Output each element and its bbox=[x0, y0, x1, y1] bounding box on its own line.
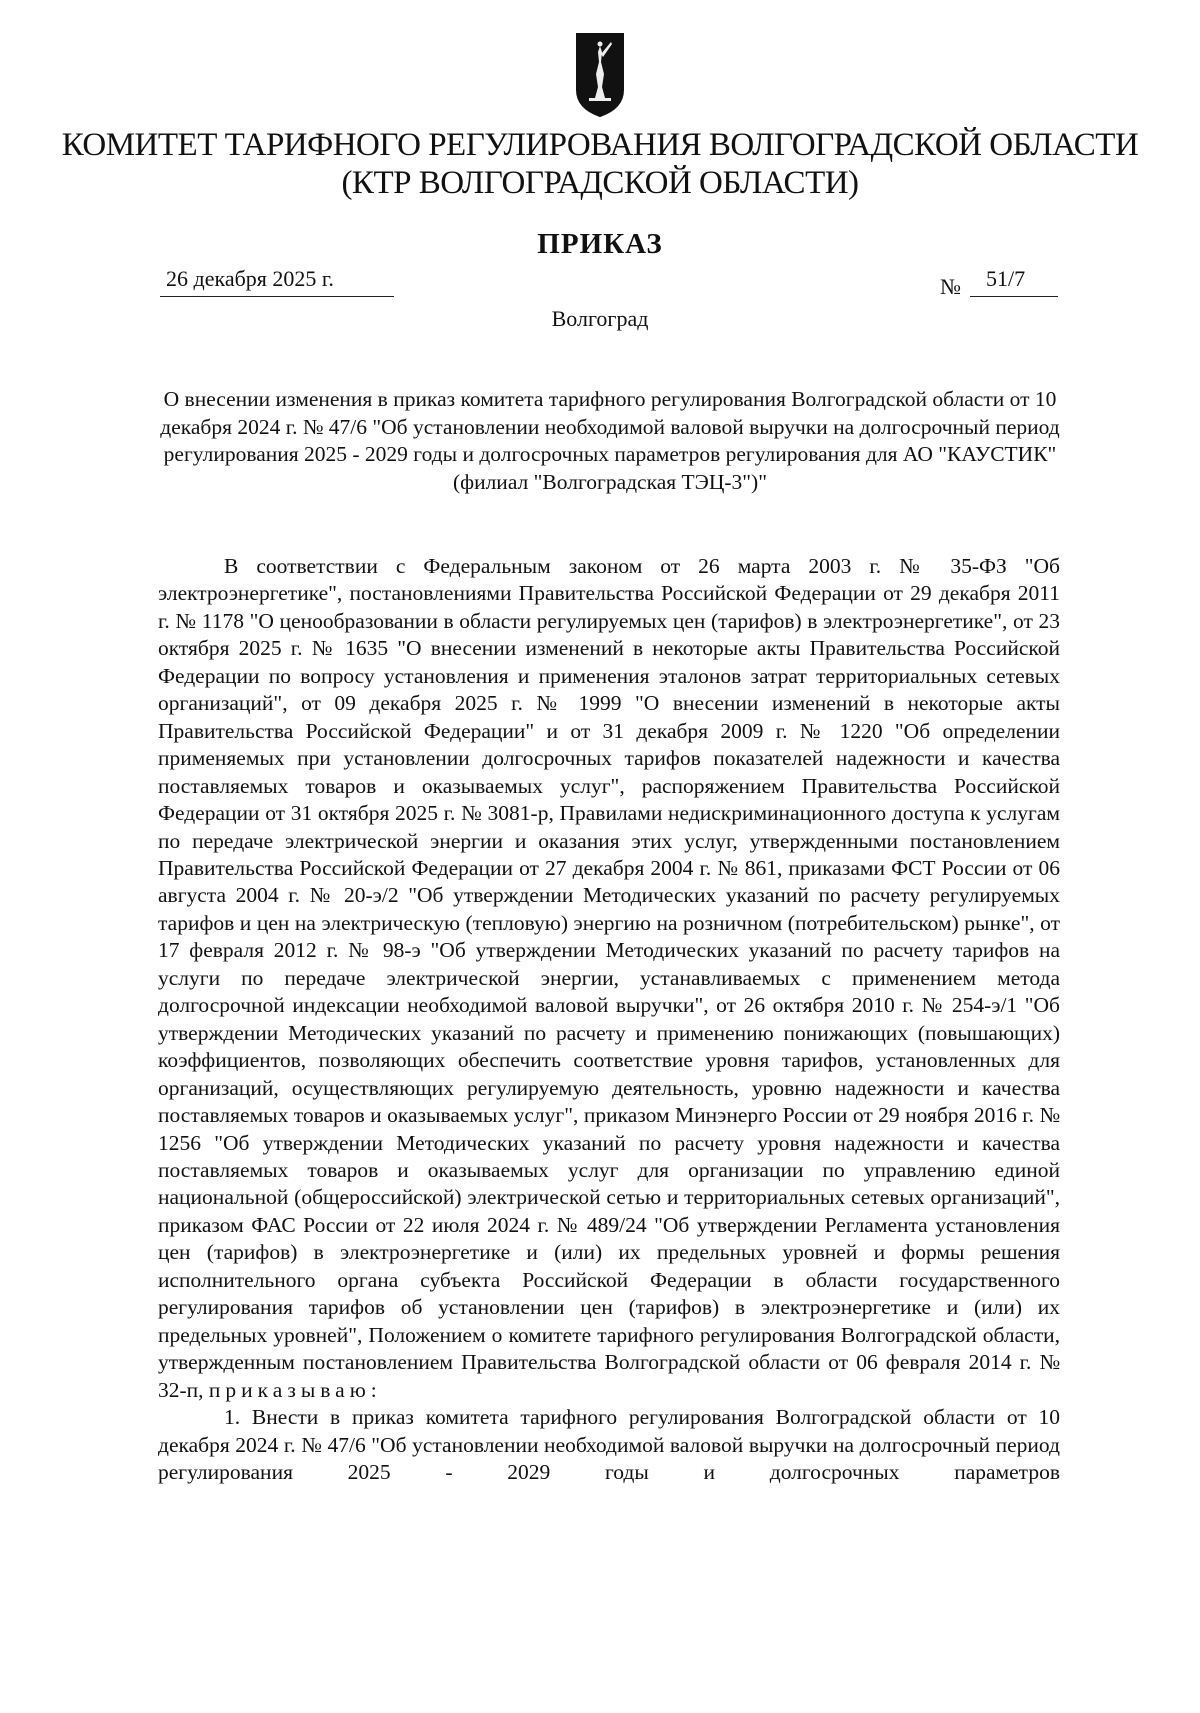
order-number-label: № bbox=[940, 274, 961, 299]
preamble-text: В соответствии с Федеральным законом от 26 марта 2003 г. № 35-ФЗ "Об электроэнергетике", постановлениями Правительства Российской Федерации от 29 декабря 2011 г. № 1178 "О ценообразовании в области регулируемых цен (тарифов) в электроэнергетике", от 23 октября 2025 г. № 1635 "О внесении изменений в некоторые акты Правительства Российской Федерации по вопросу установления и применения эталонов затрат территориальных сетевых организаций", от 09 декабря 2025 г. № 1999 "О внесении изменений в некоторые акты Правительства Российской Федерации" и от 31 декабря 2009 г. № 1220 "Об определении применяемых при установлении долгосрочных тарифов показателей надежности и качества поставляемых товаров и оказываемых услуг", распоряжением Правительства Российской Федерации от 31 октября 2025 г. № 3081-р, Правилами недискриминационного доступа к услугам по передаче электрической энергии и оказания этих услуг, утвержденными постановлением Правительства Российской Федерации от 27 декабря 2004 г. № 861, приказами ФСТ России от 06 августа 2004 г. № 20-э/2 "Об утверждении Методических указаний по расчету регулируемых тарифов и цен на электрическую (тепловую) энергию на розничном (потребительском) рынке", от 17 февраля 2012 г. № 98-э "Об утверждении Методических указаний по расчету тарифов на услуги по передаче электрической энергии, устанавливаемых с применением метода долгосрочной индексации необходимой валовой выручки", от 26 октября 2010 г. № 254-э/1 "Об утверждении Методических указаний по расчету и применению понижающих (повышающих) коэффициентов, позволяющих обеспечить соответствие уровня тарифов, установленных для организаций, осуществляющих регулируемую деятельность, уровню надежности и качества поставляемых товаров и оказываемых услуг", приказом Минэнерго России от 29 ноября 2016 г. № 1256 "Об утверждении Методических указаний по расчету уровня надежности и качества поставляемых товаров и оказываемых услуг для организации по управлению единой национальной (общероссийской) электрической сетью и территориальных сетевых организаций", приказом ФАС России от 22 июля 2024 г. № 489/24 "Об утверждении Регламента установления цен (тарифов) в электроэнергетике и (или) их предельных уровней и формы решения исполнительного органа субъекта Российской Федерации в области государственного регулирования тарифов об установлении цен (тарифов) в электроэнергетике и (или) их предельных уровней", Положением о комитете тарифного регулирования Волгоградской области, утвержденным постановлением Правительства Волгоградской области от 06 февраля 2014 г. № 32-п, bbox=[158, 554, 1060, 1402]
order-number: 51/7 bbox=[970, 264, 1058, 297]
document-type-heading: ПРИКАЗ bbox=[537, 228, 663, 260]
city-name: Волгоград bbox=[551, 306, 649, 331]
preamble-paragraph bbox=[158, 553, 1060, 1404]
order-word: приказываю: bbox=[208, 1377, 382, 1402]
item-1-paragraph: 1. Внести в приказ комитета тарифного регулирования Волгоградской области от 10 декабря 2024 г. № 47/6 "Об установлении необходимой валовой выручки на долгосрочный период регулирования 2025 - 2029 годы и долгосрочных параметров bbox=[158, 1405, 1060, 1484]
order-subject: О внесении изменения в приказ комитета тарифного регулирования Волгоградской области от 10 декабря 2024 г. № 47/6 "Об установлении необходимой валовой выручки на долгосрочный период регулирования 2025 - 2029 годы и долгосрочных параметров регулирования для АО "КАУСТИК" (филиал "Волгоградская ТЭЦ-3")" bbox=[160, 387, 1060, 494]
coat-of-arms-icon bbox=[575, 32, 625, 118]
order-body bbox=[158, 553, 1060, 1486]
org-name-line-2: (КТР ВОЛГОГРАДСКОЙ ОБЛАСТИ) bbox=[341, 165, 859, 201]
order-date: 26 декабря 2025 г. bbox=[160, 264, 394, 297]
org-name-line-1: КОМИТЕТ ТАРИФНОГО РЕГУЛИРОВАНИЯ ВОЛГОГРАДСКОЙ ОБЛАСТИ bbox=[61, 127, 1139, 163]
